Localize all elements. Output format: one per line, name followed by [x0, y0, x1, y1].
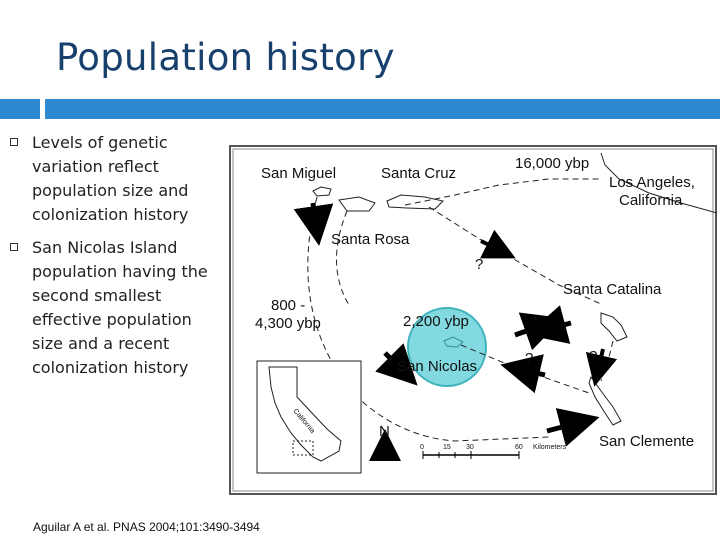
citation: Aguilar A et al. PNAS 2004;101:3490-3494	[33, 520, 260, 534]
california-inset-map	[257, 361, 361, 473]
scale-tick-label: 60	[515, 444, 523, 451]
bullet-text: Levels of genetic variation reflect population size and colonization history	[32, 133, 189, 224]
title-accent-bar-left	[0, 99, 40, 119]
inset-california-label: California	[291, 407, 316, 435]
label-santa-rosa: Santa Rosa	[331, 231, 410, 248]
unknown-mark: ?	[475, 256, 484, 273]
scale-unit-label: Kilometers	[533, 444, 567, 451]
slide-title: Population history	[56, 36, 395, 79]
square-bullet-icon	[10, 243, 18, 251]
label-western-date-line1: 800 -	[271, 297, 306, 314]
label-san-nicolas-date: 2,200 ybp	[403, 313, 469, 330]
square-bullet-icon	[10, 138, 18, 146]
label-los-angeles-line1: Los Angeles,	[609, 174, 695, 191]
label-western-date-line2: 4,300 ybp	[255, 315, 321, 332]
north-label: N	[379, 423, 390, 440]
label-santa-cruz: Santa Cruz	[381, 165, 457, 182]
bullet-list	[8, 131, 223, 389]
label-los-angeles-line2: California	[619, 192, 683, 209]
bullet-item	[8, 236, 223, 380]
scale-tick-label: 15	[443, 444, 451, 451]
bullet-item	[8, 131, 223, 227]
scale-tick-label: 30	[466, 444, 474, 451]
scale-tick-label: 0	[420, 444, 424, 451]
label-san-nicolas: San Nicolas	[397, 358, 478, 375]
label-san-miguel: San Miguel	[261, 165, 337, 182]
bullet-text: San Nicolas Island population having the second smallest effective population size and a recent colonization history	[32, 238, 208, 377]
unknown-mark: ?	[525, 350, 534, 367]
unknown-mark: ?	[589, 348, 598, 365]
title-accent-bar-right	[45, 99, 720, 119]
label-santa-catalina: Santa Catalina	[563, 281, 662, 298]
label-san-clemente: San Clemente	[599, 433, 695, 450]
channel-islands-map	[229, 145, 717, 495]
label-northern-date: 16,000 ybp	[515, 155, 590, 172]
